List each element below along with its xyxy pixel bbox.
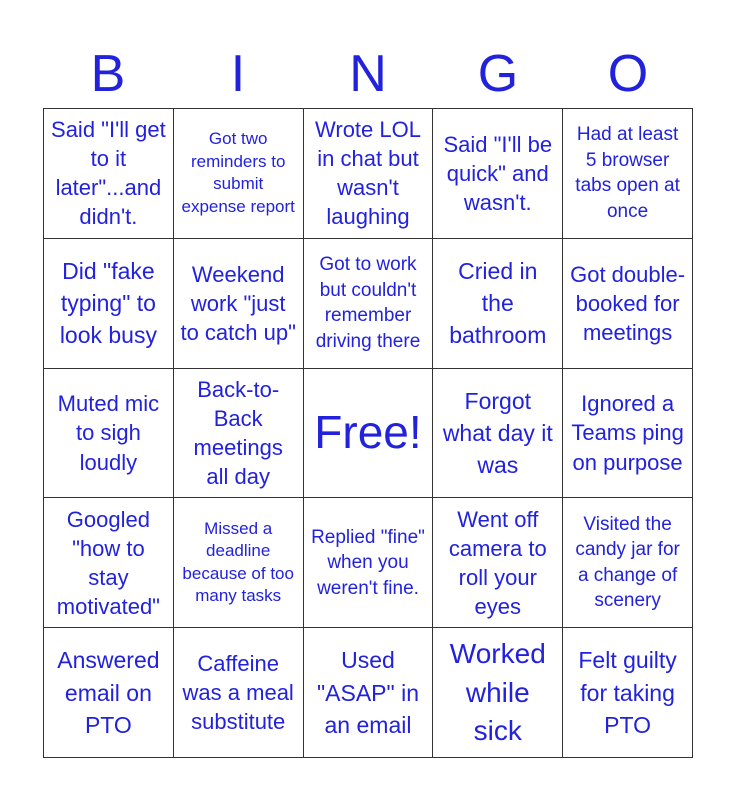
cell-text: Back-to-Back meetings all day <box>193 376 283 490</box>
bingo-cell[interactable] <box>433 369 563 499</box>
cell-text: Ignored a Teams ping on purpose <box>571 391 684 475</box>
bingo-cell[interactable] <box>174 628 304 758</box>
header-letter-o: O <box>607 45 649 103</box>
cell-text: Went off camera to roll your eyes <box>448 506 547 619</box>
header-letter-n: N <box>349 45 387 103</box>
bingo-cell[interactable] <box>174 239 304 369</box>
cell-text: Googled "how to stay motivated" <box>56 506 160 619</box>
cell-text: Did "fake typing" to look busy <box>59 257 157 349</box>
cell-text: Caffeine was a meal substitute <box>182 651 294 735</box>
bingo-cell[interactable] <box>304 498 434 628</box>
cell-text: Got double-booked for meetings <box>570 261 686 345</box>
bingo-cell[interactable] <box>44 369 174 499</box>
cell-text: Visited the candy jar for a change of scenery <box>575 513 680 612</box>
cell-text: Had at least 5 browser tabs open at once <box>575 124 680 222</box>
bingo-cell[interactable] <box>44 628 174 758</box>
bingo-cell[interactable] <box>304 239 434 369</box>
bingo-cell[interactable] <box>304 628 434 758</box>
cell-text: Felt guilty for taking PTO <box>578 647 677 738</box>
free-space-text: Free! <box>314 406 422 459</box>
cell-text: Cried in the bathroom <box>449 257 547 349</box>
header-letter-i: I <box>230 45 246 103</box>
cell-text: Got to work but couldn't remember driving there <box>315 254 421 352</box>
free-space-cell[interactable] <box>304 369 434 499</box>
bingo-cell[interactable] <box>563 239 693 369</box>
bingo-cell[interactable] <box>563 109 693 239</box>
cell-text: Said "I'll be quick" and wasn't. <box>443 131 553 215</box>
header-letter-g: G <box>477 45 519 103</box>
cell-text: Said "I'll get to it later"...and didn't. <box>51 117 166 230</box>
bingo-cell[interactable] <box>44 498 174 628</box>
bingo-cell[interactable] <box>304 109 434 239</box>
bingo-cell[interactable] <box>433 239 563 369</box>
bingo-card-grid <box>43 108 693 758</box>
bingo-cell[interactable] <box>433 109 563 239</box>
bingo-cell[interactable] <box>44 239 174 369</box>
cell-text: Wrote LOL in chat but wasn't laughing <box>315 117 421 230</box>
bingo-cell[interactable] <box>174 109 304 239</box>
header-letter-b: B <box>90 45 126 103</box>
cell-text: Missed a deadline because of too many tasks <box>182 518 294 606</box>
bingo-header <box>43 40 693 108</box>
bingo-cell[interactable] <box>44 109 174 239</box>
bingo-cell[interactable] <box>563 498 693 628</box>
bingo-cell[interactable] <box>563 628 693 758</box>
cell-text: Muted mic to sigh loudly <box>57 391 160 475</box>
bingo-cell[interactable] <box>433 498 563 628</box>
bingo-cell[interactable] <box>174 498 304 628</box>
cell-text: Weekend work "just to catch up" <box>180 261 296 345</box>
bingo-cell[interactable] <box>433 628 563 758</box>
cell-text: Replied "fine" when you weren't fine. <box>311 526 425 599</box>
bingo-cell[interactable] <box>174 369 304 499</box>
cell-text: Got two reminders to submit expense report <box>181 129 295 216</box>
cell-text: Worked while sick <box>449 638 546 746</box>
cell-text: Answered email on PTO <box>57 647 160 738</box>
cell-text: Used "ASAP" in an email <box>317 647 419 738</box>
bingo-cell[interactable] <box>563 369 693 499</box>
cell-text: Forgot what day it was <box>442 387 553 479</box>
